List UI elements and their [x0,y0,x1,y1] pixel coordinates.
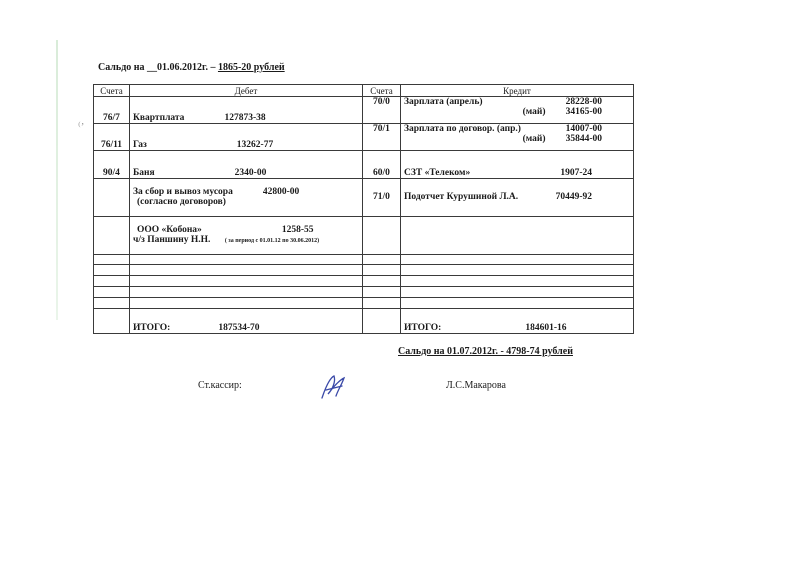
credit-label: Зарплата (апрель) [404,97,483,107]
opening-balance-label: Сальдо на __01.06.2012г. – [98,62,216,73]
opening-balance-value: 1865-20 рублей [217,62,285,73]
credit-cell [401,97,634,124]
debit-account [94,178,130,216]
credit-account: 71/0 [363,178,401,216]
scan-mark: ⁽ʼ [78,121,85,133]
table-row [94,298,634,309]
debit-account: 76/11 [94,124,130,151]
debit-cell [130,124,363,151]
credit-total-amount: 184601-16 [525,323,567,333]
table-row [94,151,634,178]
credit-amount: 14007-00 [565,124,602,135]
closing-balance: Сальдо на 01.07.2012г. - 4798-74 рублей [398,346,573,357]
debit-account: 76/7 [94,97,130,124]
table-row [94,287,634,298]
debit-label: (согласно договоров) [137,197,226,208]
period-note: ( за период с 01.01.12 по 30.06.2012) [224,238,320,245]
signer-name: Л.С.Макарова [446,380,506,391]
debit-amount: 13262-77 [236,140,274,151]
credit-amount: 34165-00 [565,107,602,117]
table-row [94,97,634,124]
table-row [94,178,634,216]
credit-cell [401,151,634,178]
debit-amount: 1258-55 [281,225,314,236]
table-row [94,216,634,254]
debit-amount: 2340-00 [234,167,267,178]
credit-account [363,216,401,254]
debit-cell [130,151,363,178]
header-credit-account: Счета [363,85,401,97]
credit-amount: 28228-00 [565,97,602,107]
credit-label: (май) [522,107,546,117]
table-row [94,276,634,287]
debit-total-amount: 187534-70 [218,323,260,333]
credit-label: (май) [522,134,546,145]
total-row [94,308,634,333]
header-credit: Кредит [401,85,634,97]
table-row [94,265,634,276]
credit-label: СЗТ «Телеком» [404,167,471,178]
header-debit: Дебет [130,85,363,97]
header-debit-account: Счета [94,85,130,97]
credit-label: Подотчет Курушиной Л.А. [404,192,519,203]
opening-balance [98,62,285,73]
debit-cell [130,216,363,254]
credit-amount: 35844-00 [565,134,602,145]
ledger-table [93,84,634,334]
credit-total-cell [401,308,634,333]
debit-account [94,216,130,254]
table-row [94,254,634,265]
table-row [94,124,634,151]
credit-account: 70/1 [363,124,401,151]
ledger-header-row [94,85,634,97]
debit-cell [130,178,363,216]
scan-edge-mark [56,40,58,320]
credit-account: 60/0 [363,151,401,178]
credit-amount: 1907-24 [560,167,592,178]
credit-total-label: ИТОГО: [404,323,442,333]
debit-label: ч/з Паншину Н.Н. [133,235,211,246]
credit-cell [401,178,634,216]
debit-label: Баня [133,167,155,178]
debit-account: 90/4 [94,151,130,178]
debit-cell [130,97,363,124]
signer-role: Ст.кассир: [198,380,242,391]
credit-amount: 70449-92 [555,192,592,203]
credit-label: Зарплата по договор. (апр.) [404,124,521,135]
credit-cell [401,216,634,254]
debit-label: Газ [133,140,147,151]
debit-label: За сбор и вывоз мусора [133,187,233,198]
signature-icon [316,372,350,402]
debit-label: Квартплата [133,113,185,124]
debit-amount: 42800-00 [262,187,300,198]
debit-amount: 127873-38 [224,113,266,124]
credit-cell [401,124,634,151]
debit-total-cell [130,308,363,333]
debit-total-label: ИТОГО: [133,323,171,333]
credit-account: 70/0 [363,97,401,124]
debit-label: ООО «Кобона» [137,225,202,236]
